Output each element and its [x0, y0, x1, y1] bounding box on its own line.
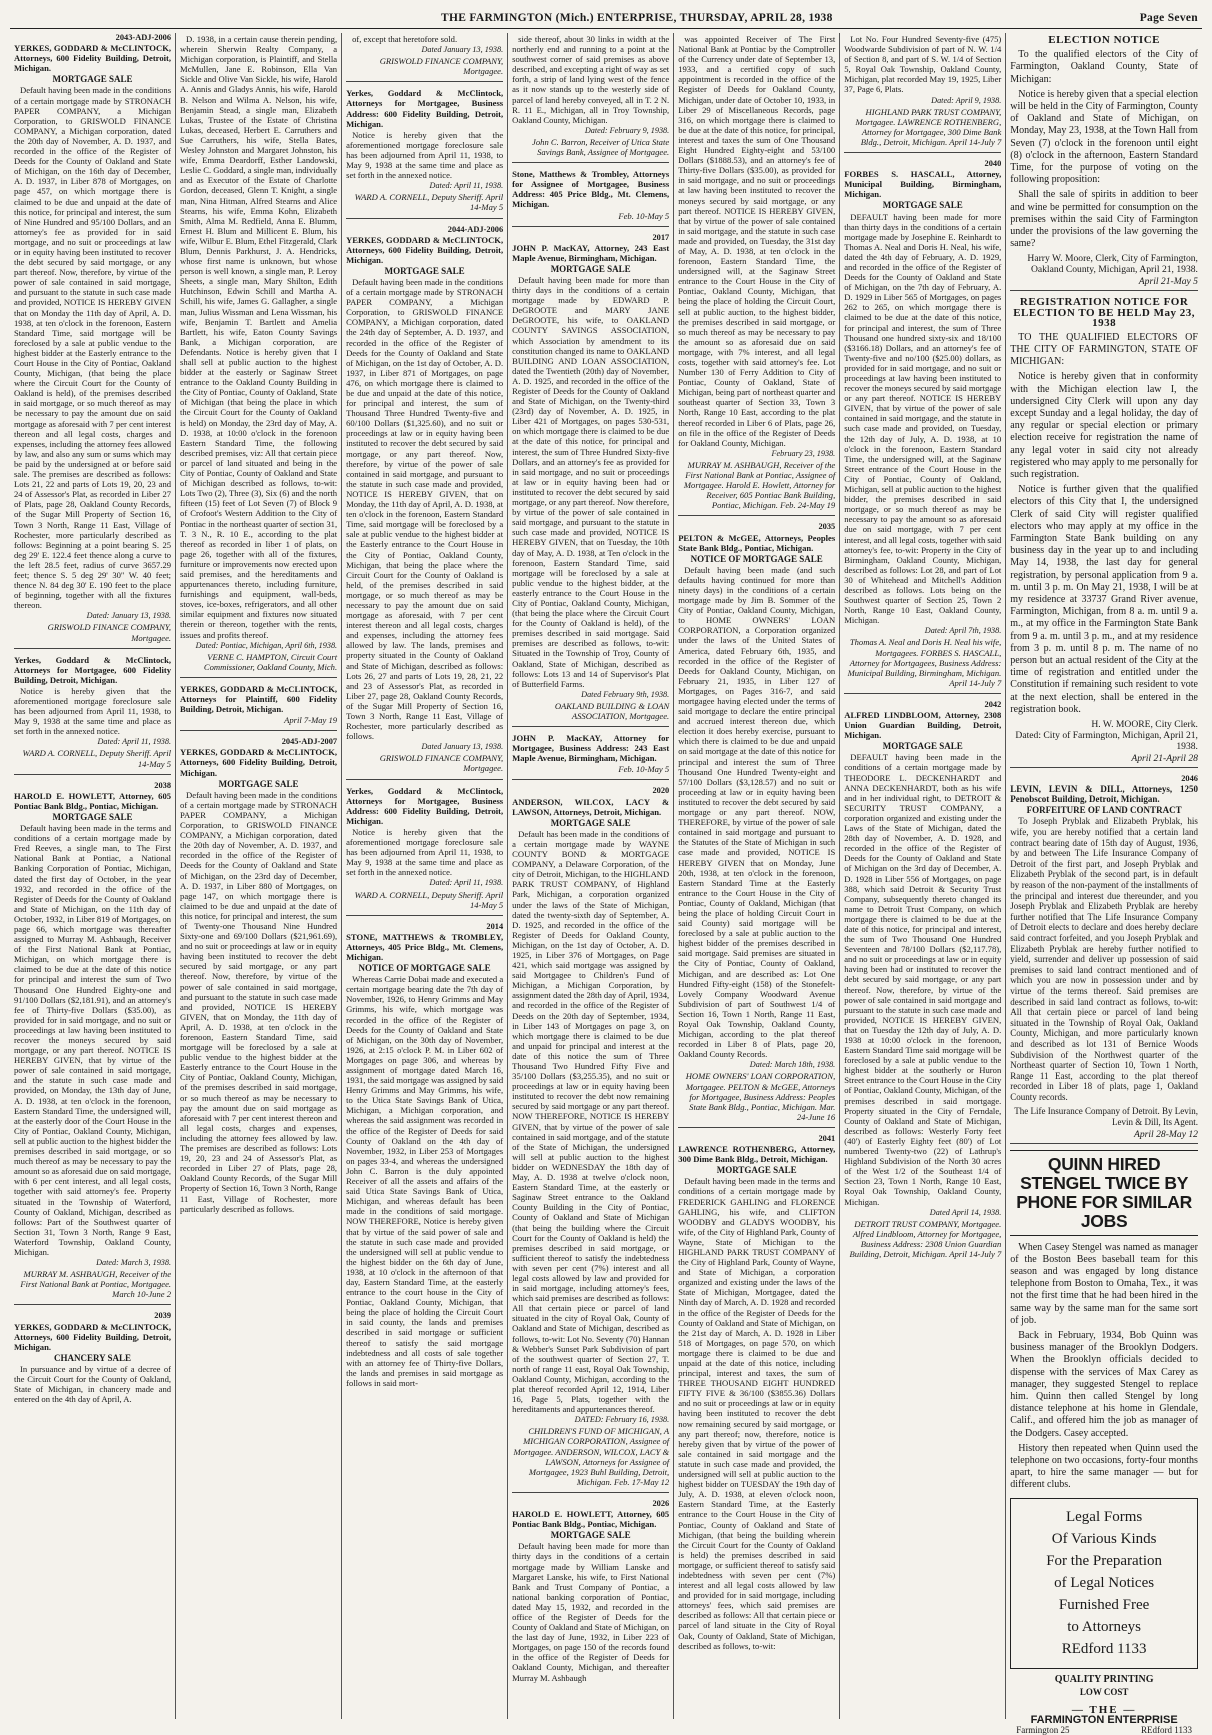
notice-number: 2040	[984, 159, 1002, 169]
notice-signature: April 7-May 19	[284, 715, 338, 726]
notice-heading: MORTGAGE SALE	[218, 778, 299, 789]
attorney-heading: YERKES, GODDARD & McCLINTOCK, Attorneys, 600 Fidelity Building, Detroit, Michigan.	[180, 747, 338, 778]
masthead	[10, 8, 1202, 29]
legal-notice	[512, 233, 669, 728]
notice-signature: WARD A. CORNELL, Deputy Sheriff. April 14-May 5	[354, 889, 504, 910]
notice-dated: DATED: February 16, 1938.	[574, 1415, 670, 1425]
ad-line: Of Various Kinds	[1051, 1530, 1157, 1547]
notice-body: Default having been made in the conditions of a certain mortgage made by STRONACH PAPER COMPANY, a Michigan Corporation, to GRISWOLD FINANCE COMPANY, a Michigan corporation, dated the 20th day of November, A. D. 1937, and recorded in the office of the Register of Deeds for the County of Oakland and State of Michigan, on the 23rd day of December, A. D. 1937, in Liber 880 of Mortgages, on page 147, on which mortgage there is claimed to be due and unpaid at the date of this notice, for principal and interest, the sum of Twenty-one Thousand Nine Hundred Sixty-one and 69/100 Dollars ($21,961.69), and no suit or proceedings at law or in equity having been instituted to recover the debt secured by said mortgage, or any part thereof. Now, therefore, by virtue of the power of sale contained in said mortgage, and pursuant to the statute in such case made and provided, NOTICE IS HEREBY GIVEN, that on Monday, the 11th day of April, A. D. 1938, at ten o'clock in the forenoon, Eastern Standard Time, said mortgage will be foreclosed by a sale at public vendue to the highest bidder at the Easterly entrance to the Court House in the City of Pontiac, Oakland County, Michigan, of the premises described in said mortgage, or so much thereof as may be necessary to pay the amount due on said mortgage as aforesaid with 7 per cent interest thereon and all legal costs, charges and expenses, including the attorney fees allowed by law. The premises are described as follows: Lots 19, 20, 23 and 24 of Assessor's Plat, as recorded in Liber 27 of Plats, page 28, Oakland County Records, of the Sugar Mill Property of Section 16, Town 3 North, Range 11 East, Village of Rochester, more particularly described as follows.	[180, 789, 338, 1214]
notice-heading: MORTGAGE SALE	[716, 1165, 797, 1176]
notice-number: 2038	[154, 780, 172, 790]
ad-line: Furnished Free	[1058, 1596, 1150, 1613]
notice-dated: Dated January 13, 1938.	[421, 742, 504, 752]
election-signature: Harry W. Moore, Clerk, City of Farmington, Oakland County, Michigan, April 21, 1938.	[1027, 253, 1198, 276]
notice-number: 2044-ADJ-2006	[447, 224, 504, 234]
notice-body: Whereas Carrie Dobai made and executed a certain mortgage bearing date the 7th day of November, 1926, to Henry Grimms and May Grimms, his wife, which mortgage was recorded in the office of the Register of Deeds for the County of Oakland and State of Michigan, on the 30th day of November, 1926, at 2:15 o'clock P. M. in Liber 602 of Mortgages on page 306, and whereas by assignment of mortgage dated March 16, 1931, the said mortgage was assigned by said Henry Grimms and May Grimms, his wife, to the Utica State Savings Bank of Utica, Michigan, a Michigan corporation, and whereas the said assignment was recorded in the office of the Register of Deeds for said County of Oakland on the 4th day of November, 1932, in Liber 253 of Mortgages on pages 33-4, and whereas the undersigned John C. Barron is the duly appointed Receiver of all the assets and affairs of the said Utica State Savings Bank of Utica, Michigan, and whereas default has been made in the conditions of said mortgage. NOW THEREFORE, Notice is hereby given that by virtue of the said power of sale and the statute in such case made and provided the undersigned will sell at public vendue to the highest bidder on the 6th day of June, 1938, at 10 o'clock in the afternoon of that day, Eastern Standard Time, at the easterly entrance to the court house in the City of Pontiac, Oakland County, Michigan, that being the place of holding the Circuit Court in said county, the lands and premises described in said mortgage or sufficient thereof to satisfy the said mortgage indebtedness and all costs of sale together with an attorney fee of Thirty-five Dollars, the lands and premises in said mortgage as follows in said mort-	[346, 974, 504, 1388]
notice-body: D. 1938, in a certain cause therein pending, wherein Sherwin Realty Company, a Michigan corporation, is Plaintiff, and Stella McMullen, Jane E. Robinson, Ella Van Sickle and Olive Van Sickle, his wife, Harold A. Annis and Gladys Annis, his wife, Harold B. Nelson and Wilma A. Nelson, his wife, Benjamin Stead, a single man, Elizabeth Lukas, Trustee of the Estate of Christina Lukas, deceased, Herbert E. Carruthers and Sue Carruthers, his wife, Stella Bates, Wesley Johnston and Margaret Johnston, his wife, Emma Deardorff, Esther Landowski, Leslie C. Goddard, a single man, individually and as Executor of the Estate of Charlotte Gordon, deceased, Glenn T. Knight, a single man, Nina Hitman, Alfred Stearns and Alice Stearns, his wife, Emma Kohn, Elizabeth Smith, Alma M. Redfield, Anna E. Blumm, Ernest H. Blum and Millicent E. Blum, his wife, Wilbur E. Blum, Ethel Fitzgerald, Clark Blum, Dennis Parkhurst, J. A. Hendricks, whose first name is unknown, but whose person is well known, a single man, P. Leroy Sheets, a single man, Mary Shilton, Edith Hutchinson, Edwin Schill and Martha A. Schill, his wife, James G. Gallagher, a single man, Julius Wissman and Lena Wissman, his wife, Benjamin T. Bartlett and Amelia Bartlett, his wife, Eaton County Savings Bank, a Michigan corporation, are Defendants. Notice is hereby given that I shall sell at public auction to the highest bidder at the easterly or Saginaw Street entrance to the Oakland County Building in the City of Pontiac, County of Oakland, State of Michigan (that being the place in which the Circuit Court for the County of Oakland is held) on Monday, the 23rd day of May, A. D. 1938, at 10:00 o'clock in the forenoon Eastern Standard Time, the following described premises, viz: All that certain piece or parcel of land situated and being in the City of Pontiac, County of Oakland and State of Michigan described as follows, to-wit: Lots Two (2), Three (3), Six (6) and the north fifteen (15) feet of Lot Seven (7) of Block 9 of Crofoot's Western Addition to the City of Pontiac in the northeast quarter of section 31, T. 3 N., R. 10 E., according to the plat thereof as recorded in liber 1 of plats, on page 26, together with all of the fixtures, furniture or improvements now erected upon said premises, and the hereditaments and appurtenances thereto, including furniture, furnishings and equipment, wall-beds, stoves, ice-boxes, refrigerators, and all other similar equipment and fixtures now situated therein or thereon, together with the rents, issues and profits thereof.	[180, 34, 338, 640]
notice-heading: MORTGAGE SALE	[882, 200, 963, 211]
legal-notice	[512, 1499, 669, 1688]
notice-body: DEFAULT having been made in the conditions of a certain mortgage made by THEODORE L. DECKENHARDT and ANNA DECKENHARDT, both as his wife and in her individual right, to DETROIT & SECURITY TRUST COMPANY, a corporation organized and existing under the Laws of the State of Michigan, dated the 28th day of November, A. D. 1928, and recorded in the office of the Register of Deeds for the County of Oakland and State of Michigan on the 3rd day of December, A. D. 1928 in Liber 556 of Mortgages, on page 388, which said Detroit & Security Trust Company, subsequently thereto changed its name to Detroit Trust Company, on which mortgage there is claimed to be due at the date of this notice, for principal and interest, the sum of Two Thousand One Hundred Seventeen and 78/100 Dollars ($2,117.78), and no suit or proceedings at law or in equity having been had or instituted to recover the debt secured by said mortgage, or any part thereof. Now, therefore, by virtue of the power of sale contained in said mortgage and pursuant to the statute in such case made and provided, NOTICE IS HEREBY GIVEN, that on Tuesday the 12th day of July, A. D. 1938 at 10:00 o'clock in the forenoon, Eastern Standard Time said mortgage will be foreclosed by a sale at public vendue to the highest bidder at the southerly or Huron Street entrance to the Court House in the City of Pontiac, Oakland County, Michigan, of the premises described in said mortgage. Property situated in the City of Ferndale, County of Oakland and State of Michigan, described as follows: Westerly Forty feet (40') of Easterly Eighty feet (80') of Lot numbered Twenty-two (22) of Lathrup's Highland Subdivision of the North 30 acres of the West 1/2 of the Southeast 1/4 of Section 23, Town 1 North, Range 10 East, Royal Oak Township, Oakland County, Michigan.	[844, 752, 1002, 1207]
notice-dated: Dated February 9th, 1938.	[581, 689, 670, 699]
column-4	[508, 33, 674, 1719]
notice-signature: John C. Barron, Receiver of Utica State Savings Bank, Assignee of Mortgagee.	[532, 136, 670, 158]
notice-heading: CHANCERY SALE	[53, 1352, 132, 1363]
forfeiture-signature: The Life Insurance Company of Detroit. By Levin, Levin & Dill, Its Agent.	[1014, 1105, 1198, 1127]
attorney-heading: FORBES S. HASCALL, Attorney, Municipal Building, Birmingham, Michigan.	[844, 169, 1002, 200]
ad-line: REdford 1133	[1061, 1640, 1147, 1657]
notice-heading: MORTGAGE SALE	[52, 811, 133, 822]
low-cost: LOW COST	[1079, 1686, 1129, 1697]
attorney-heading: ALFRED LINDBLOOM, Attorney, 2308 Union Guardian Building, Detroit, Michigan.	[844, 710, 1002, 741]
news-paragraph: History then repeated when Quinn used the telephone on two occasions, forty-four months apart, to hire the same manager — but for different clubs.	[1010, 1442, 1198, 1491]
notice-number: 2014	[486, 921, 504, 931]
notice-number: 2041	[818, 1133, 836, 1143]
forfeiture-run-dates: April 28-May 12	[1010, 1130, 1198, 1144]
forfeiture-body: To Joseph Pryblak and Elizabeth Pryblak, his wife, you are hereby notified that a certain land contract bearing date of 15th day of August, 1936, by and between The Life Insurance Company of Detroit of the first part, and Joseph Pryblak and Elizabeth Pryblak of the second part, is in default by reason of the non-payment of the installments of the principal and interest due thereunder, and you Joseph Pryblak and Elizabeth Pryblak are hereby further notified that The Life Insurance Company of Detroit elects to declare and does hereby declare said contract forfeited, and you Joseph Pryblak and Elizabeth Pryblak are hereby further notified to yield, surrender and deliver up possession of said premises to said land contract mentioned and of which you are now in possession under and by virtue of the terms thereof. Said premises are described in said land contract as follows, to-wit: All that certain piece or parcel of land being situated in the Township of Royal Oak, Oakland County, Michigan, and more particularly known and described as lot 131 of Bernice Woods Subdivision of the Northwest quarter of the Northeast quarter of Section 10, Town 1 North, Range 11 East, according to the plat thereof recorded in Liber 18 of plats, page 1, Oakland County records.	[1010, 816, 1198, 1102]
notice-number: 2045-ADJ-2007	[281, 737, 338, 747]
legal-notice	[180, 684, 337, 731]
notice-dated: Dated: April 11, 1938.	[429, 181, 504, 191]
ad-line: to Attorneys	[1067, 1618, 1141, 1635]
attorney-heading: LEVIN, LEVIN & DILL, Attorneys, 1250 Penobscot Building, Detroit, Michigan.	[1010, 784, 1198, 805]
notice-signature: HOME OWNERS' LOAN CORPORATION, Mortgagee. PELTON & McGEE, Attorneys for Mortgagee, Business Address: Peoples State Bank Bldg., Pontiac, Michigan. Mar. 24-June 16	[685, 1071, 836, 1122]
attorney-heading: YERKES, GODDARD & McCLINTOCK, Attorneys, 600 Fidelity Building, Detroit, Michigan.	[14, 1321, 172, 1352]
registration-paragraph: Notice is further given that the qualified electors of this City that I, the undersigned Clerk of said City will register qualified electors who may apply at my office in the Farmington State Bank building on any business day in the year up to and including May 14, 1938, the last day for general registration, by personal application from 9 a. m. until 3 p. m. On May 21, 1938, I will be at my residence at 33737 Grand River avenue, Farmington, Michigan, from 8 a. m. until 9 a. m., at my office in the Farmington State Bank from 9 a. m. until 3 p. m., and at my residence from 3 p. m. until 8 p. m. The name of no person but an actual resident of the City at the time of registration and entitled under the Constitution if remaining such resident to vote at the next election, shall be entered in the registration book.	[1010, 484, 1198, 715]
news-headline: QUINN HIRED STENGEL TWICE BY PHONE FOR SIMILAR JOBS	[1010, 1150, 1198, 1236]
notice-number: 2046	[1181, 774, 1198, 784]
attorney-heading: JOHN P. MacKAY, Attorney for Mortgagee, Business Address: 243 East Maple Avenue, Birmingham, Michigan.	[512, 733, 670, 764]
legal-notice	[844, 159, 1001, 694]
legal-notice	[512, 786, 669, 1492]
legal-notice	[512, 733, 669, 780]
registration-paragraph: TO THE QUALIFIED ELECTORS OF THE CITY OF FARMINGTON, STATE OF MICHIGAN:	[1010, 331, 1198, 368]
legal-notice	[180, 737, 337, 1218]
notice-signature: MURRAY M. ASHBAUGH, Receiver of the First National Bank at Pontiac, Assignee of Mortgagee. Harold E. Howlett, Attorney for Receiver, 605 Pontiac Bank Building, Pontiac, Michigan. Feb. 24-May 19	[683, 459, 836, 511]
enterprise-phones	[1010, 1725, 1198, 1735]
notice-signature: HIGHLAND PARK TRUST COMPANY, Mortgagee. LAWRENCE ROTHENBERG, Attorney for Mortgagee, 300 Dime Bank Bldg., Detroit, Michigan. April 14-July 7	[855, 106, 1002, 147]
attorney-heading: YERKES, GODDARD & McCLINTOCK, Attorneys, 600 Fidelity Building, Detroit, Michigan.	[14, 43, 172, 74]
legal-notice	[14, 1311, 171, 1409]
notice-signature: Thomas A. Neal and Doris H. Neal his wife, Mortgagees. FORBES S. HASCALL, Attorney for Mortgagees, Business Address: Municipal Building, Birmingham, Michigan. April 14-July 7	[847, 637, 1002, 688]
election-heading: ELECTION NOTICE	[1048, 34, 1160, 46]
notice-signature: Feb. 10-May 5	[618, 764, 670, 775]
legal-notice	[346, 786, 503, 916]
registration-signature: H. W. MOORE, City Clerk.	[1091, 719, 1198, 731]
election-paragraph: Shall the sale of spirits in addition to beer and wine be permitted for consumption on the premises within the said City of Farmington under the provisions of the law governing the same?	[1010, 189, 1198, 250]
legal-notice	[14, 33, 171, 649]
notice-dated: Dated: March 3, 1938.	[96, 1258, 172, 1268]
notice-body: was appointed Receiver of The First National Bank at Pontiac by the Comptroller of the Currency under date of September 13, 1933, and a certified copy of such appointment is recorded in the office of the Register of Deeds for Oakland County, Michigan, under date of October 10, 1933, in Liber 29 of Miscellaneous Records, page 316, on which mortgage there is claimed to be due at the date of this notice, for principal, interest and taxes the sum of One Thousand Eight Hundred Eighty-eight and 53/100 Dollars ($1888.53), and an attorney's fee of Thirty-five Dollars ($35.00), as provided for in said mortgage, and no suit or proceedings at law having been instituted to recover the moneys secured by said mortgage, or any part thereof. NOTICE IS HEREBY GIVEN, that by virtue of the power of sale contained in said mortgage, and the statute in such case made and provided, on Tuesday, the 31st day of May, A. D. 1938, at ten o'clock in the forenoon, Eastern Standard Time, the undersigned will, at the Saginaw Street entrance to the Court House in the City of Pontiac, Oakland County, Michigan, that being the place of holding the Circuit Court, sell at public auction, to the highest bidder, the premises described in said mortgage, or so much thereof as may be necessary to pay the amount so as aforesaid due on said mortgage, with 7% interest, and all legal costs, together with said attorney's fee. Lot Number 130 of Ferry Addition to City of Pontiac, County of Oakland, State of Michigan, being part of northeast quarter and southeast quarter of Section 33, Town 3 North, Range 10 East, according to the plat thereof recorded in Liber 6 of Plats, page 26, on file in the office of the Register of Deeds for Oakland County, Michigan.	[678, 34, 836, 448]
attorney-heading: HAROLD E. HOWLETT, Attorney, 605 Pontiac Bank Bldg., Pontiac, Michigan.	[14, 790, 172, 811]
forfeiture-notice	[1010, 774, 1198, 1144]
legal-notice	[678, 522, 835, 1128]
notice-dated: Dated: April 7th, 1938.	[924, 626, 1002, 636]
column-6	[840, 33, 1006, 1719]
notice-heading: MORTGAGE SALE	[52, 74, 133, 85]
notice-body: Default having been made for more than thirty days in the conditions of a certain mortgage made by EDWARD P. DeGROOTE and MARY JANE DeGROOTE, his wife, to OAKLAND COUNTY SAVINGS ASSOCIATION, which Association by amendment to its constitution changed its name to OAKLAND BUILDING AND LOAN ASSOCIATION, dated the Twentieth (20th) day of November, A. D. 1925, and recorded in the office of the Register of Deeds for the County of Oakland and State of Michigan, on the Twenty-third (23rd) day of November, A. D. 1925, in Liber 421 of Mortgages, on pages 530-531, on which mortgage there is claimed to be due at the date of this notice, for principal and interest, the sum of Three Hundred Sixty-five Dollars, and an attorney's fee as provided for in said mortgage, and no suit or proceedings at law or in equity having been had or instituted to recover the debt secured by said mortgage, or any part thereof. Now therefore, by virtue of the power of sale contained in said mortgage, and pursuant to the statute in such case made and provided, NOTICE IS HEREBY GIVEN, that on Tuesday, the 10th day of May, A. D. 1938, at Ten o'clock in the forenoon, Eastern Standard Time, said mortgage will be foreclosed by a sale at public vendue to the highest bidder, at the easterly entrance to the Court House in the City of Pontiac, Oakland County, Michigan, (that being the place where the Circuit Court for the County of Oakland is held), of the premises described in said mortgage. Said premises are described as follows, to-wit: Situated in the Township of Troy, County of Oakland, State of Michigan, described as follows: Lots 13 and 14 of Supervisor's Plat of Butterfield Farms.	[512, 274, 670, 689]
notice-heading: MORTGAGE SALE	[550, 817, 631, 828]
notice-signature: Feb. 10-May 5	[618, 210, 670, 221]
legal-forms-ad	[1010, 1498, 1198, 1669]
notice-body: side thereof, about 30 links in width at the northerly end and running to a point at the southwest corner of said premises as above described, and excepting a right of way as set forth, a strip of land lying west of the fence as it now stands up to the westerly side of parcel of land hereby conveyed, all in T. 2 N. R. 11 E., Michigan, all in Troy Township, Oakland County, Michigan.	[512, 34, 670, 125]
attorney-heading: YERKES, GODDARD & McCLINTOCK, Attorneys for Plaintiff, 600 Fidelity Building, Detroit, Michigan.	[180, 683, 338, 715]
notice-signature: VERNE C. HAMPTON, Circuit Court Commissioner, Oakland County, Mich.	[203, 651, 338, 672]
notice-signature: CHILDREN'S FUND OF MICHIGAN, A MICHIGAN CORPORATION, Assignee of Mortgagee. ANDERSON, WILCOX, LACY & LAWSON, Attorneys for Assignee of Mortgagee, 1923 Buhl Building, Detroit, Michigan. Feb. 17-May 12	[513, 1426, 670, 1487]
attorney-heading: Yerkes, Goddard & McClintock, Attorneys for Mortgagee, Business Address: 600 Fidelity Building, Detroit, Michigan.	[346, 785, 504, 826]
legal-notice	[346, 34, 503, 82]
notice-number: 2020	[652, 786, 670, 796]
notice-body: Notice is hereby given that the aforementioned mortgage foreclosure sale has been adjourned from April 11, 1938, to May 9, 1938 at the same time and place as set forth in the annexed notice.	[346, 826, 504, 878]
notice-dated: Dated: March 18th, 1938.	[749, 1060, 836, 1070]
legal-notice	[14, 781, 171, 1306]
notice-body: Notice is hereby given that the aforementioned mortgage foreclosure sale has been adjourned from April 11, 1938, to May 9, 1938 at the same time and place as set forth in the annexed notice.	[14, 685, 172, 737]
phone-farmington: Farmington 25	[1016, 1725, 1070, 1735]
notice-body: Default having been made in the terms and conditions of a certain mortgage made by FREDERICK GAHLING and FLORENCE GAHLING, his wife, and CLIFTON WOODBY and GLADYS WOODBY, his wife, of the City of Highland Park, County of Wayne, State of Michigan to the HIGHLAND PARK TRUST COMPANY of the City of Highland Park, County of Wayne, and State of Michigan, a corporation organized and existing under the laws of the State of Michigan, Mortgagee, dated the Ninth day of March, A. D. 1928 and recorded in the office of the Register of Deeds for the County of Oakland and State of Michigan, on the 21st day of March, A. D. 1928 in Liber 518 of Mortgages, on page 570, on which mortgage there is claimed to be due and unpaid at the date of this notice, including principal, interest and taxes, the sum of THREE THOUSAND EIGHT HUNDRED FIFTY FIVE & 36/100 ($3855.36) Dollars and no suit or proceedings at law or in equity having been instituted to recover the debt now remaining secured by said mortgage, or any part thereof; now, therefore, notice is hereby given that by virtue of the power of sale contained in said mortgage and the statute in such case made and provided, the undersigned will sell at public auction to the highest bidder on TUESDAY the 19th day of July, A. D. 1938, at eleven o'clock noon, Eastern Standard Time, at the Easterly entrance to the Court House in the City of Pontiac, County of Oakland and State of Michigan, (that being the building wherein the Circuit Court for the County of Oakland is held) the premises described in said mortgage, or sufficient thereof to satisfy said indebtedness with seven per cent (7%) interest and all legal costs allowed by law and provided for in said mortgage, including attorneys' fees, which said premises are described as follows: All that certain piece or parcel of land situate in the City of Royal Oak, County of Oakland, State of Michigan, described as follows, to-wit:	[678, 1176, 836, 1651]
legal-notice	[844, 34, 1001, 153]
attorney-heading: LAWRENCE ROTHENBERG, Attorney, 300 Dime Bank Bldg., Detroit, Michigan.	[678, 1144, 836, 1165]
forfeiture-heading: FORFEITURE OF LAND CONTRACT	[1026, 805, 1182, 816]
notice-number: 2035	[818, 522, 836, 532]
notice-number: 2043-ADJ-2006	[115, 33, 172, 42]
notice-signature: GRISWOLD FINANCE COMPANY, Mortgagee.	[379, 753, 504, 774]
notice-body: Default having been made in the terms and conditions of a certain mortgage made by Fred Reeves, a single man, to The First National Bank at Pontiac, a National Banking Corporation of Pontiac, Michigan, dated the first day of October, in the year 1932, and recorded in the office of the Register of Deeds for the County of Oakland and State of Michigan, on the 11th day of October, 1932, in Liber 819 of Mortgages, on page 66, which mortgage was thereafter assigned to Murray M. Ashbaugh, Receiver of the First National Bank at Pontiac, Michigan, on which mortgage there is claimed to be due at the date of this notice for principal and interest the sum of Two Thousand One Hundred Eighty-one and 91/100 Dollars ($2,181.91), and an attorney's fee of Thirty-five Dollars ($35.00), as provided for in said mortgage, and no suit or proceedings at law having been instituted to recover the moneys secured by said mortgage, or any part thereof. NOTICE IS HEREBY GIVEN, that by virtue of the power of sale contained in said mortgage, and the statute in such case made and provided, on Monday, the 13th day of June, A. D. 1938, at ten o'clock in the forenoon, Eastern Standard Time, the undersigned will, at the easterly door of the Court House in the City of Pontiac, Oakland County, Michigan, sell at public auction to the highest bidder the premises described in said mortgage, or so much thereof as may be necessary to pay the amount so as aforesaid due on said mortgage, with 6 per cent interest, and all legal costs, together with said attorney's fee. Property situated in the Township of Waterford, County of Oakland, Michigan, described as follows: Part of the Southwest quarter of Section 31, Town 3 North, Range 9 East, Waterford Township, Oakland County, Michigan.	[14, 823, 172, 1257]
notice-dated: Dated: April 9, 1938.	[931, 95, 1002, 105]
legal-notice	[180, 34, 337, 678]
notice-dated: Dated: January 13, 1938.	[86, 611, 172, 621]
notice-heading: MORTGAGE SALE	[550, 1530, 631, 1541]
legal-notice	[346, 922, 503, 1393]
notice-number: 2039	[154, 1311, 172, 1321]
attorney-heading: YERKES, GODDARD & McCLINTOCK, Attorneys, 600 Fidelity Building, Detroit, Michigan.	[346, 234, 504, 265]
notice-body: Default having been made for more than thirty days in the conditions of a certain mortgage made by William Lanske and Margaret Lanske, his wife, to First National Bank and Trust Company of Pontiac, a national banking corporation of Pontiac, dated May 15, 1932, and recorded in the office of the Register of Deeds for the County of Oakland and State of Michigan, on the last day of June, 1932, in Liber 223 of Mortgages, on page 150 of the records found in the office of the Register of Deeds for Oakland County, Michigan, and thereafter Murray M. Ashbaugh	[512, 1541, 670, 1683]
registration-run-dates: April 21-April 28	[1010, 754, 1198, 768]
notice-signature: OAKLAND BUILDING & LOAN ASSOCIATION, Mortgagee.	[554, 700, 670, 721]
column-2	[176, 33, 342, 1719]
notice-dated: Dated: Pontiac, Michigan, April 6th, 1938.	[195, 640, 338, 650]
notice-signature: GRISWOLD FINANCE COMPANY, Mortgagee.	[47, 622, 172, 643]
notice-dated: Dated: February 9, 1938.	[584, 125, 670, 135]
election-paragraph: To the qualified electors of the City of Farmington, Oakland County, State of Michigan:	[1010, 49, 1198, 85]
attorney-heading: Yerkes, Goddard & McClintock, Attorneys for Mortgagee, 600 Fidelity Building, Detroit, Michigan.	[14, 654, 172, 685]
notice-body: Default has been made in the conditions of a certain mortgage made by WAYNE COUNTY BOND & MORTGAGE COMPANY, a Delaware Corporation, of the city of Detroit, Michigan, to the HIGHLAND PARK TRUST COMPANY, of Highland Park, Michigan, a corporation organized under the laws of the State of Michigan, dated the twenty-sixth day of September, A. D. 1925, and recorded in the office of the Register of Deeds for Oakland County, Michigan, on the 1st day of October, A. D. 1925, in Liber 376 of Mortgages, on Page 421, which said mortgage was assigned by said Mortgagee to Children's Fund of Michigan, a Michigan Corporation, by assignment dated the 28th day of April, 1934, and recorded in the office of the Register of Deeds on the 20th day of September, 1934, in Liber 143 of Mortgages on page 3, on which mortgage there is claimed to be due and unpaid for principal and interest at the date of this notice the sum of Three Thousand Two Hundred Fifty Five and 35/100 Dollars ($3,255.35), and no suit or proceedings at law or in equity having been instituted to recover the debt now remaining secured by said mortgage or any part thereof. NOW THEREFORE, NOTICE IS HEREBY GIVEN, that by virtue of the power of sale contained in said mortgage, and of the statute of the State of Michigan, the undersigned will sell at public auction to the highest bidder on WEDNESDAY the 18th day of May, A. D. 1938 at twelve o'clock noon, Eastern Standard Time, at the easterly or Saginaw Street entrance to the Oakland County Building in the City of Pontiac, County of Oakland and State of Michigan (that being the building where the Circuit Court for the County of Oakland is held) the premises described in said mortgage, or sufficient thereof to satisfy the indebtedness with seven per cent (7%) interest and all legal costs allowed by law and provided for in said mortgage, including attorney's fees, which said premises are described as follows: All that certain piece or parcel of land situated in the city of Royal Oak, County of Oakland and State of Michigan, described as follows, to-wit: Lot No. Seventy (70) Hannan & Webber's Sunset Park Subdivision of part of the southwest quarter of Section 27, T. north of range 11 east, Royal Oak Township, Oakland County, Michigan, according to the plat thereof recorded April 12, 1914, Liber 16, Page 5, Plats, together with the hereditaments and appurtenances thereof.	[512, 828, 670, 1415]
news-paragraph: Back in February, 1934, Bob Quinn was business manager of the Brooklyn Dodgers. When the Brooklyn officials decided to dispense with the services of Max Carey as manager, they suggested Stengel to replace him. Quinn then called Stengel by long distance telephone at his home in Glendale, Calif., and offered him the job as manager of the Dodgers. Casey accepted.	[1010, 1330, 1198, 1439]
notice-signature: WARD A. CORNELL, Deputy Sheriff. April 14-May 5	[354, 192, 504, 213]
column-7-notices	[1006, 33, 1202, 1735]
registration-heading: REGISTRATION NOTICE FOR ELECTION TO BE HELD May 23, 1938	[1013, 296, 1196, 329]
registration-dated: Dated: City of Farmington, Michigan, April 21, 1938.	[1015, 730, 1198, 753]
attorney-heading: JOHN P. MacKAY, Attorney, 243 East Maple Avenue, Birmingham, Michigan.	[512, 242, 670, 263]
notice-number: 2017	[652, 232, 670, 242]
enterprise-name: FARMINGTON ENTERPRISE	[1030, 1713, 1178, 1726]
election-notice	[1010, 35, 1198, 291]
enterprise-ad	[1010, 1705, 1198, 1735]
columns-container	[10, 33, 1202, 1735]
ad-line: Legal Forms	[1065, 1508, 1143, 1525]
notice-body: Notice is hereby given that the aforementioned mortgage foreclosure sale has been adjourned from April 11, 1938, to May 9, 1938 at the same time and place as set forth in the annexed notice.	[346, 129, 504, 181]
notice-body: Default having been made in the conditions of a certain mortgage made by STRONACH PAPER COMPANY, a Michigan Corporation, to GRISWOLD FINANCE COMPANY, a Michigan corporation, dated the 24th day of September, A. D. 1937, and recorded in the office of the Register of Deeds for the County of Oakland and State of Michigan, on the 1st day of October, A. D. 1937, in Liber 871 of Mortgages, on page 476, on which mortgage there is claimed to be due and unpaid at the date of this notice, for principal and interest, the sum of Thousand Three Hundred Twenty-five and 60/100 Dollars ($1,325.60), and no suit or proceedings at law or in equity having been instituted to recover the debt secured by said mortgage, or any part thereof. Now, therefore, by virtue of the power of sale contained in said mortgage, and pursuant to the statute in such case made and provided, NOTICE IS HEREBY GIVEN, that on Monday, the 11th day of April, A. D. 1938, at ten o'clock in the forenoon, Eastern Standard Time, said mortgage will be foreclosed by a sale at public vendue to the highest bidder at the Easterly entrance to the Court House in the City of Pontiac, Oakland County, Michigan, that being the place where the Circuit Court for the County of Oakland is held, of the premises described in said mortgage, or so much thereof as may be necessary to pay the amount due on said mortgage as aforesaid, with 7 per cent interest thereon and all legal costs, charges and expenses, including the attorney fees allowed by law. The lands, premises and property situated in the County of Oakland and State of Michigan, described as follows: Lots 26, 27 and parts of Lots 19, 28, 21, 22 and 23 of Assessor's Plat, as recorded in Liber 27, page 28, Oakland County Records, of the Sugar Mill Property of Section 16, Town 3 North, Range 11 East, Village of Rochester, more particularly described as follows.	[346, 276, 504, 742]
legal-notice	[346, 225, 503, 780]
attorney-heading: Stone, Matthews & Trombley, Attorneys for Assignee of Mortgagee, Business Address: 405 Price Bldg., Mt. Clemens, Michigan.	[512, 169, 670, 210]
phone-redford: REdford 1133	[1141, 1725, 1192, 1735]
attorney-heading: STONE, MATTHEWS & TROMBLEY, Attorneys, 405 Price Bldg., Mt. Clemens, Michigan.	[346, 931, 504, 962]
legal-notice	[678, 1134, 835, 1656]
notice-dated: Dated: April 11, 1938.	[97, 737, 172, 747]
notice-dated: Dated January 13, 1938.	[421, 45, 504, 55]
notice-heading: NOTICE OF MORTGAGE SALE	[358, 963, 491, 974]
legal-notice	[512, 34, 669, 163]
notice-signature: GRISWOLD FINANCE COMPANY, Mortgagee.	[379, 56, 504, 77]
legal-notice	[678, 34, 835, 516]
legal-notice	[346, 88, 503, 218]
notice-dated: February 23, 1938.	[771, 448, 836, 458]
notice-signature: WARD A. CORNELL, Deputy Sheriff. April 14-May 5	[22, 748, 172, 769]
page-number: Page Seven	[1139, 12, 1198, 24]
legal-notice	[512, 169, 669, 226]
column-3	[342, 33, 508, 1719]
notice-dated: Dated: April 11, 1938.	[429, 878, 504, 888]
quality-printing: QUALITY PRINTING	[1054, 1673, 1154, 1685]
notice-body: Default having been made (and such defaults having continued for more than ninety days) in the conditions of a certain mortgage made by Jim B. Sommer of the City of Pontiac, Oakland County, Michigan, to HOME OWNERS' LOAN CORPORATION, a Corporation organized under the laws of the United States of America, dated February 6th, 1935, and recorded in the office of the Register of Deeds for Oakland County, Michigan, on February 21, 1935, in Liber 127 of Mortgages, on Pages 316-7, and said mortgagee having elected under the terms of said mortgage to declare the entire principal and accrued interest thereon due, which election it does hereby exercise, pursuant to which there is claimed to be due and unpaid on said mortgage at the date of this notice for principal and interest the sum of Three Thousand One Hundred Twenty-eight and 57/100 Dollars ($3,128.57) and no suit or proceeding at law or in equity having been instituted to recover the debt secured by said mortgage or any part thereof. NOW, THEREFORE, by virtue of the power of sale contained in said mortgage and pursuant to the Statutes of the State of Michigan in such case made and provided, NOTICE IS HEREBY GIVEN that on Monday, June 20th, 1938, at ten o'clock in the forenoon, Eastern Standard Time at the Easterly entrance to the Court House in the City of Pontiac, County of Oakland, Michigan (that being the place of holding Circuit Court in said County) said mortgage will be foreclosed by a sale at public auction to the highest bidder of the premises described in said mortgage. Said premises are situated in the City of Pontiac, County of Oakland, Michigan, and are described as: Lot One Hundred Fifty-eight (158) of the Stonefelt-Lovely Company Woodward Avenue Subdivision of part of Southwest 1/4 of Section 16, Town 1 North, Range 11 East, Royal Oak Township, Oakland County, Michigan, according to the plat thereof recorded in Liber 8 of Plats, page 20, Oakland County Records.	[678, 564, 836, 1060]
legal-notice	[844, 700, 1001, 1264]
attorney-heading: Yerkes, Goddard & McClintock, Attorneys for Mortgagee, Business Address: 600 Fidelity Building, Detroit, Michigan.	[346, 88, 504, 129]
registration-notice	[1010, 297, 1198, 768]
notice-signature: DETROIT TRUST COMPANY, Mortgagee. Alfred Lindbloom, Attorney for Mortgagee, Business Address: 2308 Union Guardian Building, Detroit, Michigan. April 14-July 7	[849, 1218, 1002, 1259]
notice-body: In pursuance and by virtue of a decree of the Circuit Court for the County of Oakland, State of Michigan, in chancery made and entered on the 4th day of April, A.	[14, 1363, 172, 1405]
notice-signature: MURRAY M. ASHBAUGH, Receiver of the First National Bank at Pontiac, Mortgagee. March 10-June 2	[20, 1269, 172, 1300]
enterprise-the: — THE —	[1071, 1703, 1137, 1716]
ad-line: For the Preparation	[1046, 1552, 1163, 1569]
notice-heading: MORTGAGE SALE	[882, 741, 963, 752]
notice-body: Default having been made in the conditions of a certain mortgage made by STRONACH PAPER COMPANY, a Michigan Corporation, to GRISWOLD FINANCE COMPANY, a Michigan corporation, dated the 20th day of November, A. D. 1937, and recorded in the office of the Register of Deeds for the County of Oakland and State of Michigan, on the 16th day of December, A. D. 1937, in Liber 878 of Mortgages, on page 457, on which mortgage there is claimed to be due and unpaid at the date of this notice, for principal and interest, the sum of Nine Hundred and 95/100 Dollars, and an attorney's fee as provided for in said mortgage, and no suit or proceedings at law or in equity having been instituted to recover the debt secured by said mortgage, or any part thereof. Now, therefore, by virtue of the power of sale contained in said mortgage, and pursuant to the statute in such case made and provided, NOTICE IS HEREBY GIVEN that on Monday the 11th day of April, A. D. 1938, at ten o'clock in the forenoon, Eastern Standard Time, said mortgage will be foreclosed by a sale at public vendue to the highest bidder at the Easterly entrance to the Court House in the City of Pontiac, Oakland County, Michigan, (that being the place where the Circuit Court for the County of Oakland is held), of the premises described in said mortgage, or so much thereof as may be necessary to pay the amount due on said mortgage as aforesaid with 7 per cent interest thereon and all legal costs, charges and expenses, including the attorney fees allowed by law, and also any sum or sums which may be paid by the undersigned at or before said sale. The premises are described as follows: Lots 21, 22 and parts of Lots 19, 20, 23 and 24 of Assessor's Plat, as recorded in Liber 27 of Plats, page 28, Oakland County Records, of the Sugar Mill Property of Section 16, Town 3 North, Range 11 East, Village of Rochester, more particularly described as follows: Beginning at a point bearing S. 25 deg 29' E. 122.4 feet thence along a curve to the left 28.5 feet, radius of curve 3657.29 feet; thence S. 5 deg 29' 30" W. 40 feet; thence N. 84 deg 30' E. 190 feet to the place of beginning, together with all the fixtures thereon.	[14, 85, 172, 611]
attorney-heading: HAROLD E. HOWLETT, Attorney, 605 Pontiac Bank Bldg., Pontiac, Michigan.	[512, 1509, 670, 1530]
ad-line: of Legal Notices	[1054, 1574, 1155, 1591]
notice-dated: Dated April 14, 1938.	[929, 1207, 1002, 1217]
notice-heading: MORTGAGE SALE	[550, 263, 631, 274]
masthead-title: THE FARMINGTON (Mich.) ENTERPRISE, THURSDAY, APRIL 28, 1938	[441, 12, 833, 24]
notice-heading: NOTICE OF MORTGAGE SALE	[690, 553, 823, 564]
column-5	[674, 33, 840, 1719]
registration-paragraph: Notice is hereby given that in conformity with the Michigan election law I, the undersigned City Clerk will upon any day except Sunday and a legal holiday, the day of any regular or special election or primary election receive for registration the name of any legal voter in said city not already registered who may apply to me personally for such registration.	[1010, 371, 1198, 480]
notice-body: DEFAULT having been made for more than thirty days in the conditions of a certain mortgage made by Josephine E. Reinhardt to Thomas A. Neal and Doris H. Neal, his wife, dated the 4th day of February, A. D. 1929, and recorded in the office of the Register of Deeds for the County of Oakland and State of Michigan, on the 7th day of February, A. D. 1929 in Liber 565 of Mortgages, on pages 262 to 265, on which mortgage there is claimed to be due at the date of this notice, for principal and interest, the sum of Three Thousand one hundred sixty-six and 18/100 ($3166.18) Dollars, and an attorney's fee of Twenty-five and no/100 ($25.00) dollars, as provided for in said mortgage, and no suit or proceedings at law having been instituted to recover the moneys secured by said mortgage or any part thereof. NOTICE IS HEREBY GIVEN, that by virtue of the power of sale contained in said mortgage, and the statute in such case made and provided, on Tuesday, the 12th day of July, A. D. 1938, at 10 o'clock in the forenoon, Eastern Standard Time, the undersigned will, at the Saginaw Street entrance of the Court House in the City of Pontiac, County of Oakland, Michigan, sell at public auction to the highest bidder, the premises described in said mortgage, or so much thereof as may be necessary to pay the amount so as aforesaid due on said mortgage, with 7 per cent interest, and all legal costs, together with said attorney's fee, to-wit: Property in the City of Birmingham, Oakland County, Michigan, described as follows: Lot 28, and part of Lot 30 of Whitehead and Mitchell's Addition described as follows. Lots being on the Southwest quarter of Section 25, Town 2 North, Range 10 East, Oakland County, Michigan.	[844, 211, 1002, 626]
notice-heading: MORTGAGE SALE	[384, 265, 465, 276]
notice-body: Lot No. Four Hundred Seventy-five (475) Woodwarde Subdivision of part of N. W. 1/4 of Section 8, and part of S. W. 1/4 of Section 5, Royal Oak Township, Oakland County, Michigan, plat recorded May 19, 1925, Liber 37, Page 6, Plats.	[844, 34, 1002, 95]
attorney-heading: ANDERSON, WILCOX, LACY & LAWSON, Attorneys, Detroit, Michigan.	[512, 796, 670, 817]
news-paragraph: When Casey Stengel was named as manager of the Boston Bees baseball team for this season and was engaged by long distance telephone from Boston to Omaha, Tex., it was not the first time that he had been hired in the same way by the same man for the same sort of job.	[1010, 1241, 1198, 1326]
notice-number: 2026	[652, 1498, 670, 1508]
column-1	[10, 33, 176, 1719]
notice-number: 2042	[984, 699, 1002, 709]
legal-notice	[14, 655, 171, 775]
notice-body: of, except that heretofore sold.	[352, 34, 458, 44]
election-paragraph: Notice is hereby given that a special election will be held in the City of Farmington, County of Oakland and State of Michigan, on Monday, May 23, 1938, at the Town Hall from Seven (7) o'clock in the forenoon until eight (8) o'clock in the afternoon, Eastern Standard Time, for the purpose of voting on the following proposition:	[1010, 88, 1198, 186]
attorney-heading: PELTON & McGEE, Attorneys, Peoples State Bank Bldg., Pontiac, Michigan.	[678, 532, 836, 553]
election-run-dates: April 21-May 5	[1010, 277, 1198, 291]
